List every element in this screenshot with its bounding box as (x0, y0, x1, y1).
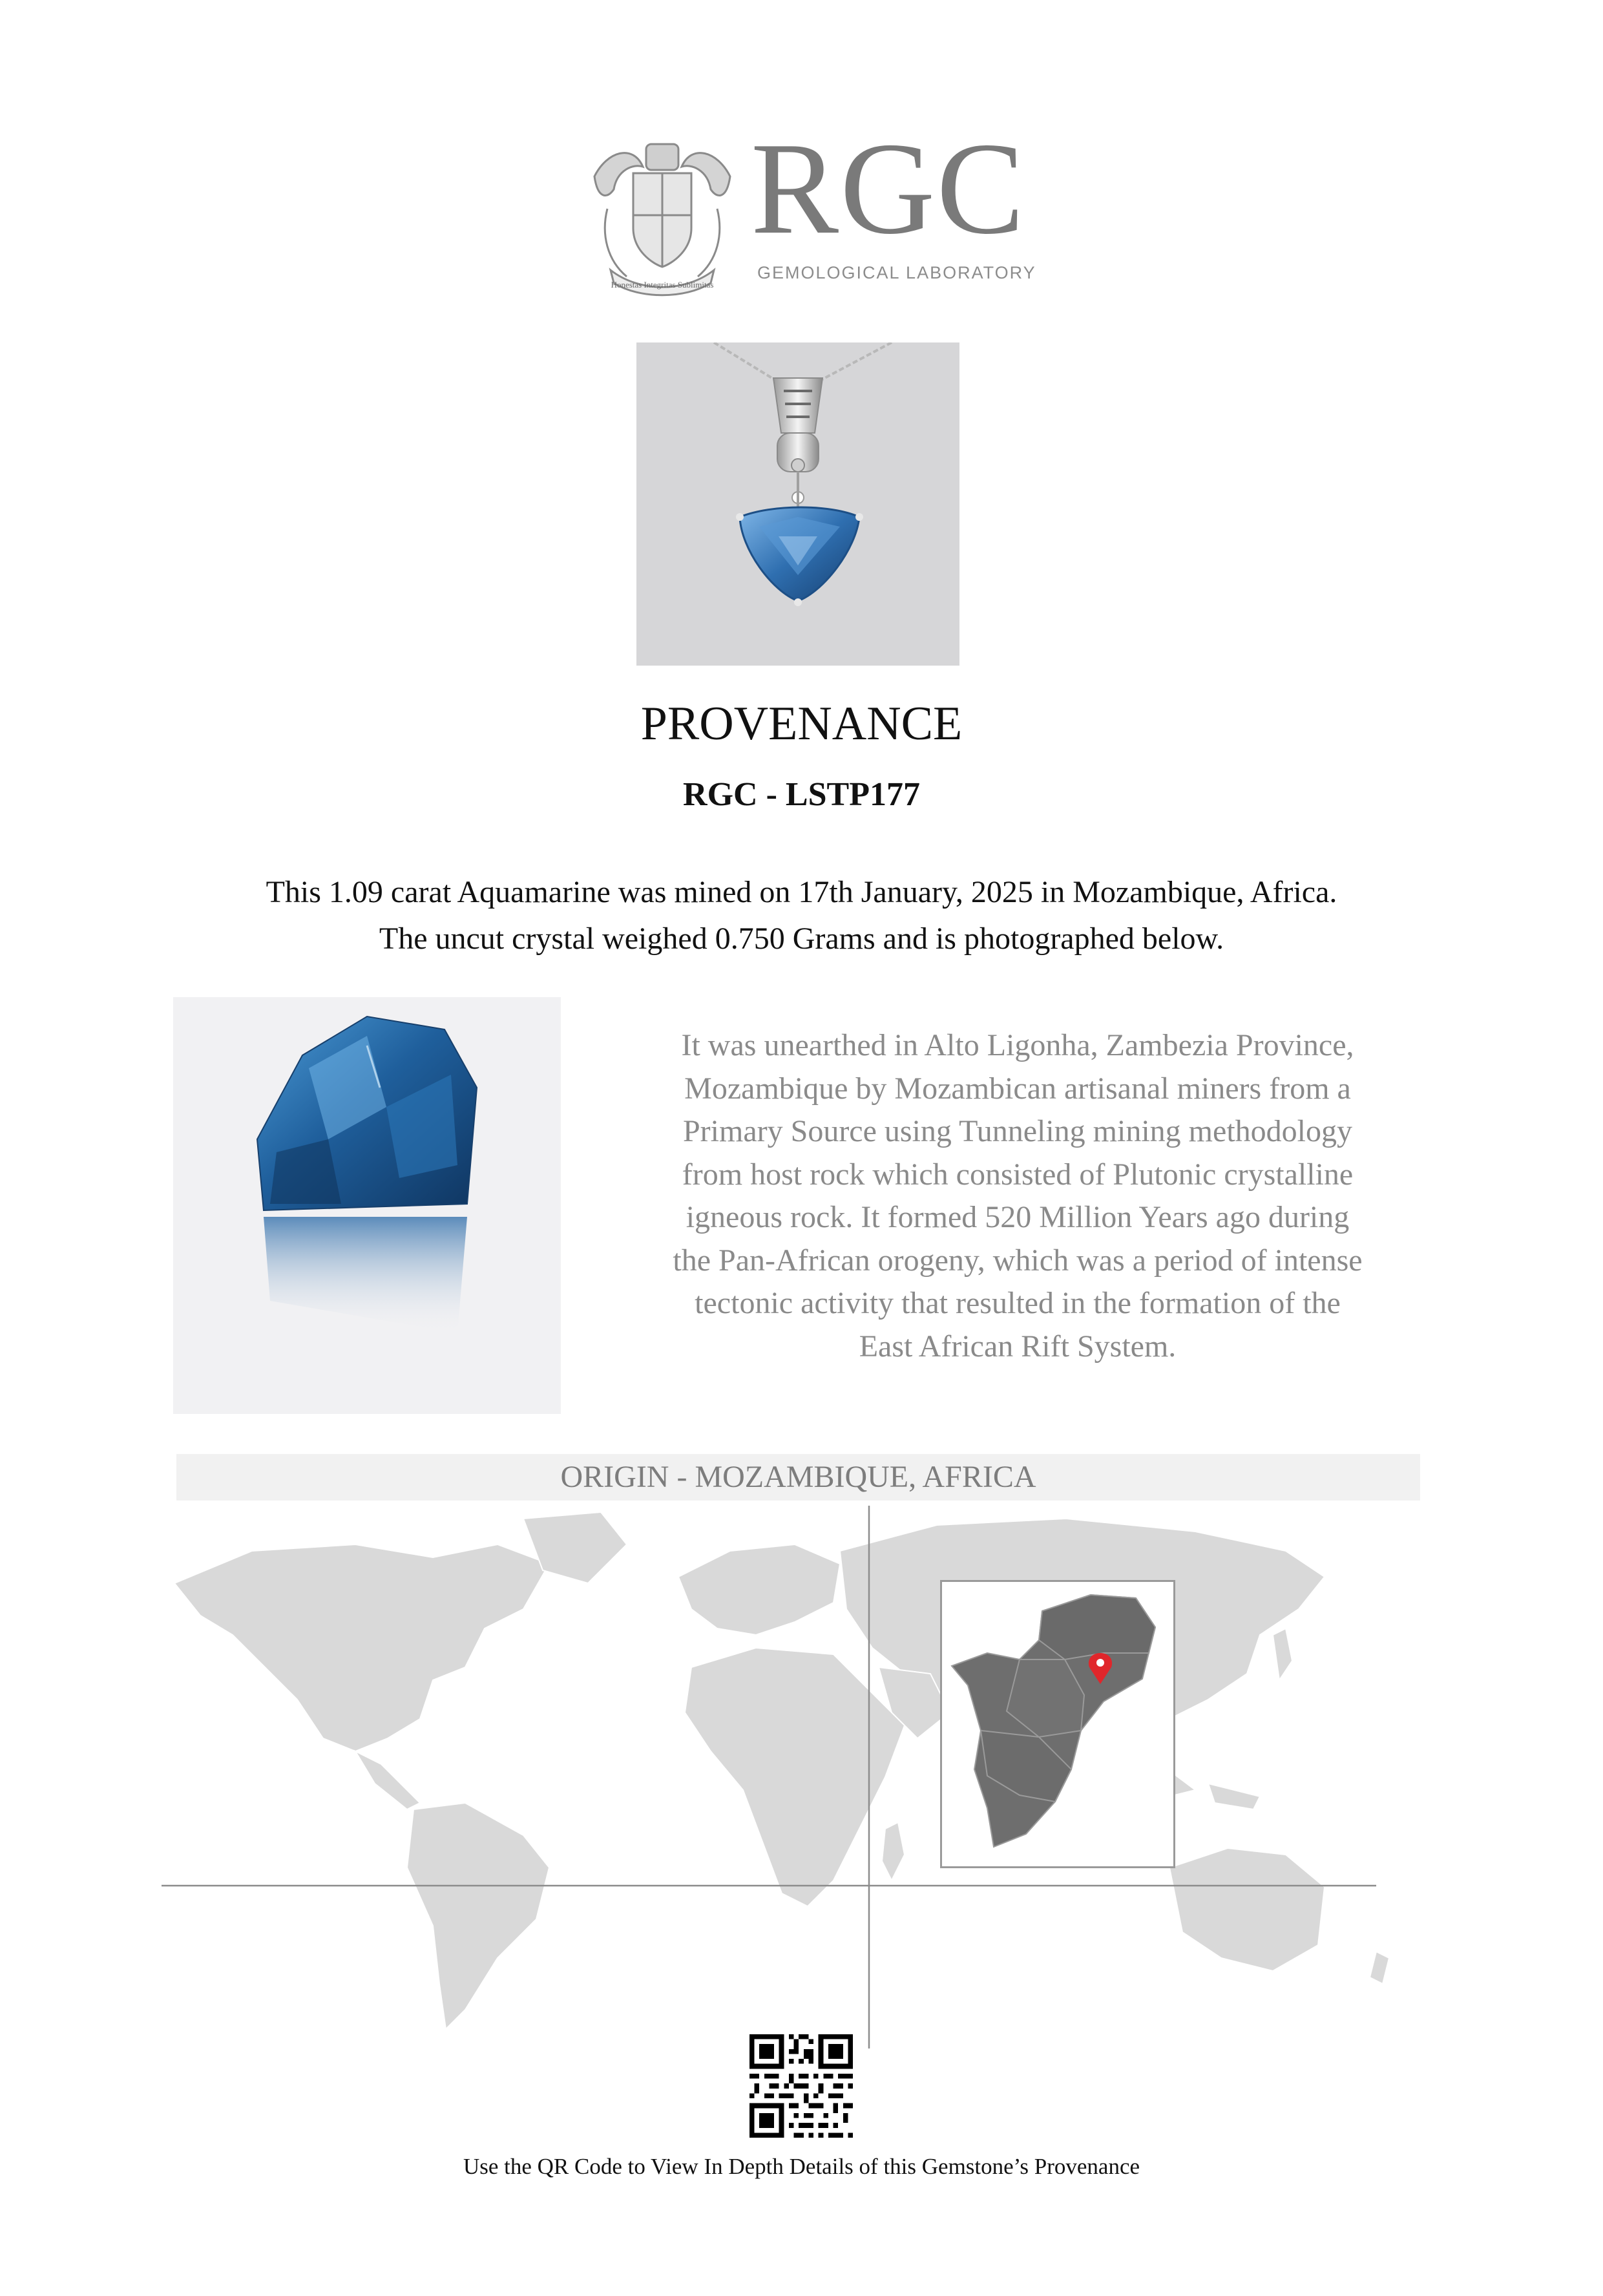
logo-subtitle: GEMOLOGICAL LABORATORY (757, 263, 1036, 282)
page-title: PROVENANCE (640, 697, 963, 750)
intro-line-2: The uncut crystal weighed 0.750 Grams and is photographed below. (379, 922, 1224, 956)
provenance-description (636, 1024, 1399, 1368)
crest-motto: Honestas Integritas Sublimitas (611, 280, 714, 290)
reference-id: RGC - LSTP177 (683, 776, 920, 813)
rgc-logo (581, 116, 1036, 300)
description-line: from host rock which consisted of Plutonic crystalline (682, 1157, 1354, 1192)
description-line: Primary Source using Tunneling mining methodology (682, 1114, 1352, 1148)
description-line: igneous rock. It formed 520 Million Years ago during (686, 1200, 1350, 1234)
origin-label: ORIGIN - MOZAMBIQUE, AFRICA (176, 1454, 1420, 1501)
intro-line-1: This 1.09 carat Aquamarine was mined on 17th January, 2025 in Mozambique, Africa. (266, 875, 1337, 909)
description-line: It was unearthed in Alto Ligonha, Zambezia Province, (681, 1028, 1354, 1062)
crest-logo (581, 138, 743, 299)
qr-instruction: Use the QR Code to View In Depth Details of this Gemstone’s Provenance (463, 2154, 1140, 2179)
mozambique-map (942, 1582, 1173, 1866)
pendant-photo (636, 342, 959, 666)
logo-letters: RGC (751, 116, 1026, 262)
intro-paragraph (0, 869, 1603, 962)
description-line: the Pan-African orogeny, which was a period of intense (673, 1243, 1363, 1278)
qr-code[interactable] (749, 2034, 853, 2138)
rough-crystal-photo (173, 997, 561, 1414)
mozambique-inset-map (940, 1580, 1175, 1868)
description-line: tectonic activity that resulted in the formation of the (695, 1286, 1341, 1320)
world-map (162, 1506, 1441, 2048)
description-line: East African Rift System. (859, 1329, 1177, 1364)
description-line: Mozambique by Mozambican artisanal miners from a (684, 1071, 1351, 1106)
